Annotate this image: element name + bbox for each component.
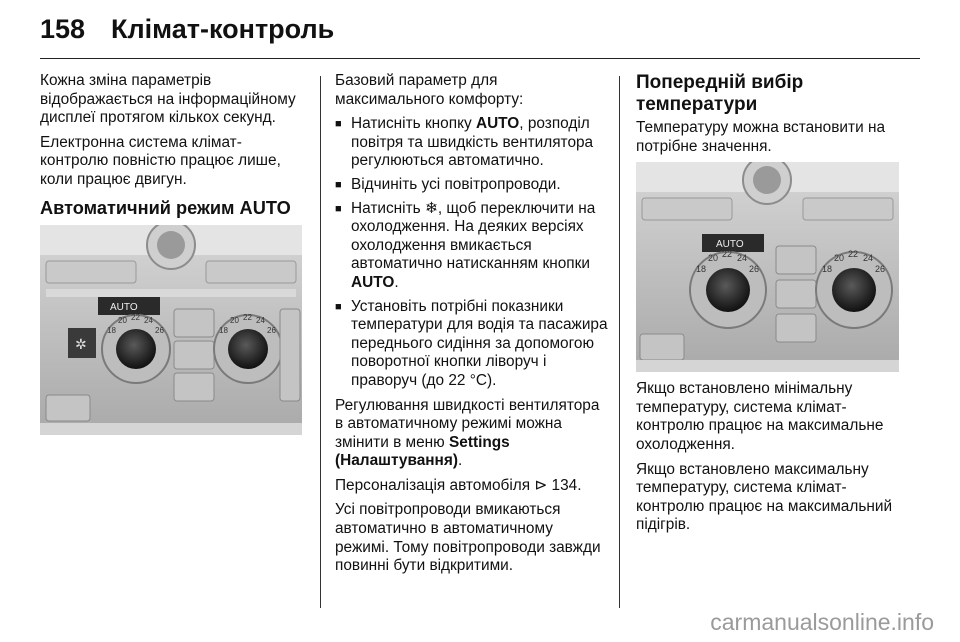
climate-panel-photo xyxy=(40,225,302,435)
text-page-ref: 134. xyxy=(547,476,582,494)
text-period: . xyxy=(394,273,399,291)
text-period-2: . xyxy=(457,452,463,470)
paragraph-engine-running: Електронна система клімат-контролю повністю працює лише, коли працює двигун. xyxy=(40,133,281,188)
right-dial-mark-5: 26 xyxy=(267,325,276,335)
list-item-cooling xyxy=(335,200,608,293)
cooling-icon: ❄ xyxy=(424,199,438,217)
text-switch-cooling: , щоб переключити на охолодження. На деяких версіях охолодження вмикається автоматично натисканням кнопки xyxy=(351,199,596,273)
paragraph-personalization xyxy=(335,477,608,496)
left-dial-mark-1b: 18 xyxy=(696,264,707,275)
left-dial-mark-5b: 26 xyxy=(749,264,760,275)
paragraph-display-changes: Кожна зміна параметрів відображається на інформаційному дисплеї протягом кількох секунд. xyxy=(40,72,296,127)
column-divider-2 xyxy=(619,76,620,608)
right-dial-mark-3b: 22 xyxy=(848,249,859,260)
instruction-list xyxy=(335,115,608,390)
page-ref-arrow-icon: ⊳ xyxy=(534,476,548,494)
left-dial-mark-3b: 22 xyxy=(722,249,733,260)
left-dial-mark-1: 18 xyxy=(107,325,116,335)
fan-icon: ✲ xyxy=(75,335,87,352)
right-dial-mark-5b: 26 xyxy=(875,264,886,275)
paragraph-min-temperature: Якщо встановлено мінімальну температуру, система клімат-контролю працює на максимальне охолодження. xyxy=(636,380,884,453)
column-divider-1 xyxy=(320,76,321,608)
column-2 xyxy=(335,72,608,582)
right-dial-mark-2b: 20 xyxy=(834,253,845,264)
auto-keyword-2: AUTO xyxy=(351,273,395,291)
text-air-distribution: , розподіл повітря та швидкість вентилятора регулюються автоматично. xyxy=(351,115,594,170)
watermark: carmanualsonline.info xyxy=(710,609,934,635)
list-item-set-temperature: ■ Установіть потрібні показники температури для водія та пасажира переднього сидіння за допомогою поворотної кнопки ліворуч і праворуч (до 22 °C). xyxy=(335,298,608,391)
list-item-open-vents: ■ Відчиніть усі повітропроводи. xyxy=(335,176,608,195)
text-press-button: Натисніть кнопку xyxy=(351,115,476,133)
paragraph-max-temperature: Якщо встановлено максимальну температуру, система клімат-контролю працює на максимальний підігрів. xyxy=(636,460,893,534)
column-3 xyxy=(636,72,904,541)
right-dial-mark-3: 22 xyxy=(243,312,252,322)
right-dial-mark-1: 18 xyxy=(219,325,228,335)
paragraph-vents-auto: Усі повітропроводи вмикаються автоматично в автоматичному режимі. Тому повітропроводи завжди повинні бути відкритими. xyxy=(335,501,601,575)
column-1 xyxy=(40,72,305,435)
left-dial-mark-4: 24 xyxy=(144,315,153,325)
right-dial-mark-4: 24 xyxy=(256,315,265,325)
right-dial-mark-1b: 18 xyxy=(822,264,833,275)
header-rule xyxy=(40,58,920,59)
page-title: Клімат-контроль xyxy=(111,14,335,44)
left-dial-mark-5: 26 xyxy=(155,325,164,335)
right-dial-mark-2: 20 xyxy=(230,315,239,325)
page-header xyxy=(0,0,960,62)
heading-auto-mode: Автоматичний режим AUTO xyxy=(40,197,291,218)
left-dial-mark-4b: 24 xyxy=(737,253,748,264)
left-dial-mark-2: 20 xyxy=(118,315,127,325)
text-press: Натисніть xyxy=(351,199,425,217)
right-dial-mark-4b: 24 xyxy=(863,253,874,264)
paragraph-fan-speed xyxy=(335,397,608,471)
page-number: 158 xyxy=(40,14,86,44)
auto-keyword: AUTO xyxy=(475,115,520,133)
left-dial-mark-3: 22 xyxy=(131,312,140,322)
climate-panel-photo-2 xyxy=(636,162,899,372)
heading-temperature-preselection: Попередній вибір температури xyxy=(636,72,804,115)
text-personalization: Персоналізація автомобіля xyxy=(335,476,535,494)
left-dial-mark-2b: 20 xyxy=(708,253,719,264)
list-item-press-auto xyxy=(335,115,608,171)
text-fan-speed: Регулювання швидкості вентилятора в автоматичному режимі можна змінити в меню xyxy=(335,396,600,451)
settings-keyword: Settings (Налаштування) xyxy=(335,433,510,470)
auto-button-label: AUTO xyxy=(110,301,138,313)
paragraph-set-temperature: Температуру можна встановити на потрібне значення. xyxy=(636,119,885,155)
paragraph-basic-setting: Базовий параметр для максимального комфорту: xyxy=(335,72,524,108)
auto-button-label-2: AUTO xyxy=(716,239,744,251)
